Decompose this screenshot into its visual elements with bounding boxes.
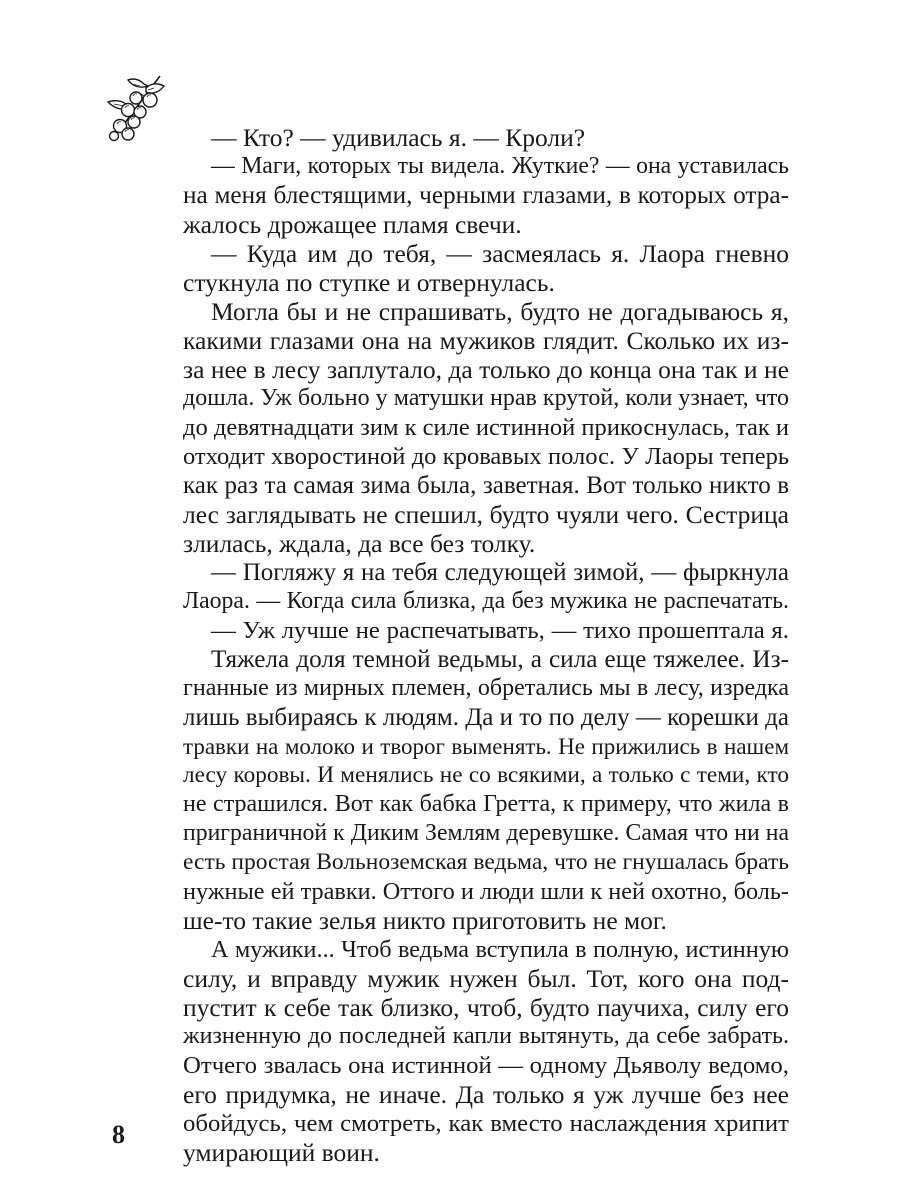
text-line: — Кто? — удивилась я. — Кроли? (211, 123, 586, 152)
page-number: 8 (112, 1120, 125, 1149)
text-line: на меня блестящими, черными глазами, в которых отра- (183, 181, 789, 209)
text-line: какими глазами она на мужиков глядит. Сколько их из- (183, 326, 789, 355)
text-line: — Куда им до тебя, — засмеялась я. Лаора гневно (211, 239, 789, 268)
text-line: до девятнадцати зим к силе истинной прикоснулась, так и (183, 414, 789, 441)
text-line: приграничной к Диким Землям деревушке. Самая что ни на (183, 820, 789, 846)
text-line: Отчего звалась она истинной — одному Дьяволу ведомо, (183, 1052, 789, 1079)
text-line: злилась, ждала, да все без толку. (183, 529, 536, 558)
text-line: жалось дрожащее пламя свечи. (183, 210, 522, 239)
text-line: силу, и вправду мужик нужен был. Тот, кого она под- (183, 964, 789, 993)
text-line: за нее в лесу заплутало, да только до конца она так и не (183, 355, 789, 384)
text-line: стукнула по ступке и отвернулась. (183, 268, 555, 297)
text-line: А мужики... Чтоб ведьма вступила в полную, истинную (211, 936, 789, 963)
text-line: есть простая Вольноземская ведьма, что не гнушалась брать (183, 849, 789, 875)
text-line: травки на молоко и творог выменять. Не прижились в нашем (183, 734, 789, 759)
text-line: как раз та самая зима была, заветная. Вот только никто в (183, 472, 789, 499)
body-text (183, 123, 789, 1167)
text-line: отходит хворостиной до кровавых полос. У Лаоры теперь (183, 443, 789, 470)
text-line: — Погляжу я на тебя следующей зимой, — фыркнула (211, 559, 789, 586)
text-line: лес заглядывать не спешил, будто чуяли чего. Сестрица (183, 500, 789, 529)
text-line: нужные ей травки. Оттого и люди шли к ней охотно, боль- (183, 878, 789, 905)
text-line: Лаора. — Когда сила близка, да без мужика не распечатать. (183, 588, 789, 614)
text-line: лесу коровы. И менялись не со всякими, а только с теми, кто (183, 762, 789, 788)
text-line: Тяжела доля темной ведьмы, а сила еще тяжелее. Из- (211, 645, 789, 673)
text-line: его придумка, не иначе. Да только я уж лучше без нее (183, 1080, 789, 1109)
text-line: — Маги, которых ты видела. Жуткие? — она уставилась (211, 153, 789, 179)
text-line: лишь выбираясь к людям. Да и то по делу — корешки да (183, 704, 789, 731)
text-line: пустит к себе так близко, чтоб, будто паучиха, силу его (183, 993, 789, 1022)
text-line: обойдусь, чем смотреть, как вместо наслаждения хрипит (183, 1110, 789, 1137)
text-line: Могла бы и не спрашивать, будто не догадываюсь я, (211, 297, 789, 326)
text-line: дошла. Уж больно у матушки нрав крутой, коли узнает, что (183, 385, 789, 411)
text-line: умирающий воин. (183, 1138, 380, 1167)
text-line: — Уж лучше не распечатывать, — тихо прошептала я. (211, 617, 789, 644)
text-line: жизненную до последней капли вытянуть, да себе забрать. (183, 1023, 789, 1049)
text-line: не страшился. Вот как бабка Гретта, к примеру, что жила в (183, 791, 789, 817)
berry-branch-icon (98, 70, 166, 142)
text-line: гнанные из мирных племен, обретались мы в лесу, изредка (183, 675, 789, 701)
text-line: ше-то такие зелья никто приготовить не мог. (183, 906, 667, 935)
